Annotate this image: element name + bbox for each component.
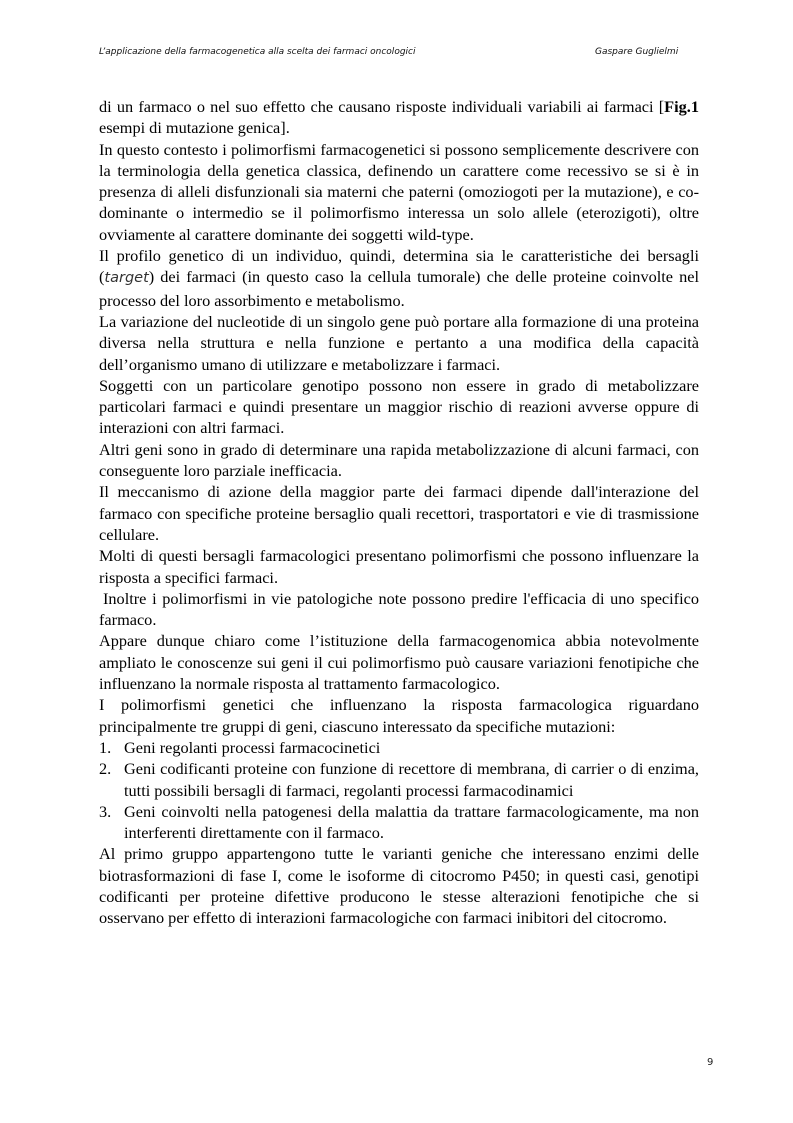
target-term: target (104, 270, 149, 287)
paragraph-text: di un farmaco o nel suo effetto che causano risposte individuali variabili ai farmaci [ (99, 97, 665, 116)
paragraph-gene-groups-intro: I polimorfismi genetici che influenzano la risposta farmacologica riguardano principalmente tre gruppi di geni, ciascuno interessato da specifiche mutazioni: (99, 695, 699, 736)
list-item (99, 737, 699, 758)
paragraph-genetic-profile (99, 245, 699, 311)
paragraph-mechanism-of-action: Il meccanismo di azione della maggior parte dei farmaci dipende dall'interazione del farmaco con specifiche proteine bersaglio quali recettori, trasportatori e vie di trasmissione cellulare. (99, 482, 699, 544)
header-title: L’applicazione della farmacogenetica alla scelta dei farmaci oncologici (99, 47, 416, 57)
body-text (99, 96, 699, 929)
gene-groups-list (99, 737, 699, 843)
paragraph-polymorphisms: In questo contesto i polimorfismi farmacogenetici si possono semplicemente descrivere con la terminologia della genetica classica, definendo un carattere come recessivo se si è in presenza di alleli disfunzionali sia materni che paterni (omoziogoti per la mutazione), e co-dominante o intermedio se il polimorfismo interessa un solo allele (eterozigoti), oltre ovviamente al carattere dominante dei soggetti wild-type. (99, 139, 699, 244)
paragraph-pathological-pathways: Inoltre i polimorfismi in vie patologiche note possono predire l'efficacia di uno specifico farmaco. (99, 588, 699, 630)
paragraph-continuation (99, 96, 699, 139)
list-number: 2. (99, 759, 112, 779)
paragraph-genotype-risk: Soggetti con un particolare genotipo possono non essere in grado di metabolizzare particolari farmaci e quindi presentare un maggior rischio di reazioni avverse oppure di interazioni con altri farmaci. (99, 375, 699, 438)
list-item-text: Geni regolanti processi farmacocinetici (124, 737, 381, 757)
paragraph-first-group: Al primo gruppo appartengono tutte le varianti geniche che interessano enzimi delle biotrasformazioni di fase I, come le isoforme di citocromo P450; in questi casi, genotipi codificanti per proteine difettive producono le stesse alterazioni fenotipiche che si osservano per effetto di interazioni farmacologiche con farmaci inibitori del citocromo. (99, 844, 699, 928)
list-item-text: Geni codificanti proteine con funzione di recettore di membrana, di carrier o di enzima, tutti possibili bersagli di farmaci, regolanti processi farmacodinamici (124, 759, 699, 800)
list-item-text: Geni coinvolti nella patogenesi della malattia da trattare farmacologicamente, ma non interferenti direttamente con il farmaco. (124, 801, 699, 843)
figure-reference: Fig.1 (664, 97, 699, 116)
list-item (99, 758, 699, 801)
header-author: Gaspare Guglielmi (595, 47, 679, 57)
paragraph-text: Il profilo genetico di un individuo, quindi, determina sia le caratteristiche dei bersagli ( (99, 246, 699, 287)
paragraph-nucleotide-variation: La variazione del nucleotide di un singolo gene può portare alla formazione di una proteina diversa nella struttura e nella funzione e pertanto a una modifica della capacità dell’organismo umano di utilizzare e metabolizzare i farmaci. (99, 311, 699, 374)
running-header (99, 47, 696, 61)
paragraph-pharmacogenomics: Appare dunque chiaro come l’istituzione della farmacogenomica abbia notevolmente ampliato le conoscenze sui geni il cui polimorfismo può causare variazioni fenotipiche che influenzano la normale risposta al trattamento farmacologico. (99, 631, 699, 694)
paragraph-rapid-metabolism: Altri geni sono in grado di determinare una rapida metabolizzazione di alcuni farmaci, con conseguente loro parziale inefficacia. (99, 439, 699, 481)
paragraph-pharmacological-targets: Molti di questi bersagli farmacologici presentano polimorfismi che possono influenzare la risposta a specifici farmaci. (99, 546, 699, 587)
list-number: 3. (99, 801, 112, 821)
page-number: 9 (707, 1057, 714, 1068)
list-number: 1. (99, 737, 112, 757)
list-item (99, 801, 699, 844)
paragraph-text: esempi di mutazione genica]. (99, 118, 290, 138)
paragraph-text: ) dei farmaci (in questo caso la cellula tumorale) che delle proteine coinvolte nel processo del loro assorbimento e metabolismo. (99, 267, 699, 310)
